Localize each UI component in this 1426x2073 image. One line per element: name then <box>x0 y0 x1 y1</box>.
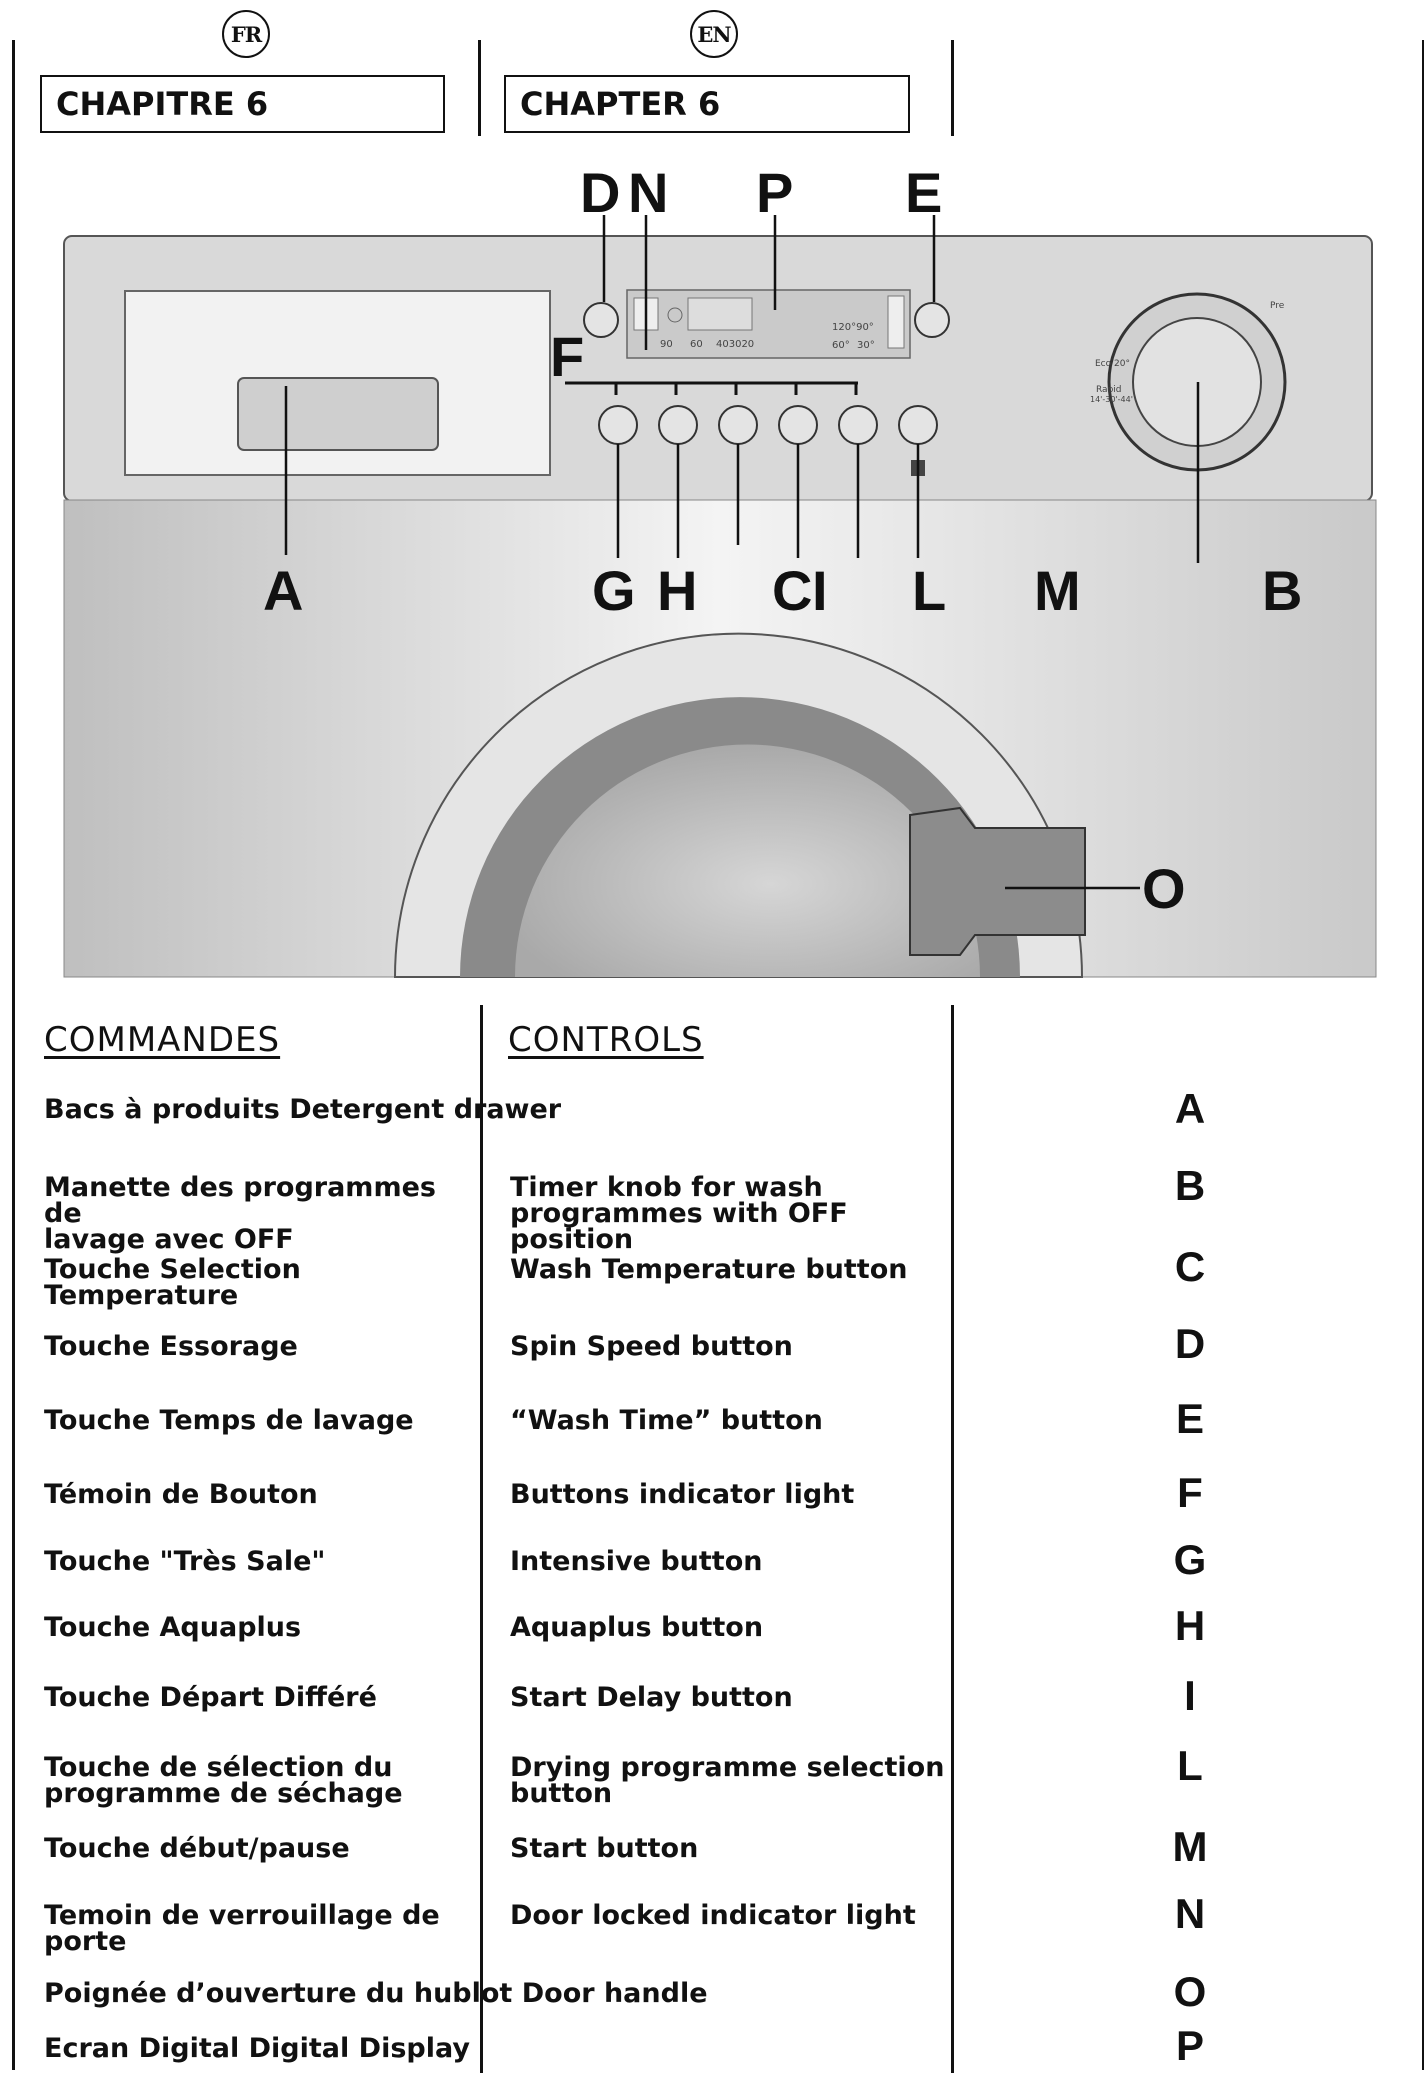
row-letter-E: E <box>1175 1395 1204 1442</box>
en-chapter-title: CHAPTER 6 <box>504 75 910 133</box>
row-letter-I: I <box>1184 1672 1196 1719</box>
en-language-badge: EN <box>690 10 738 58</box>
callout-P: P <box>756 161 794 224</box>
row-letter-M: M <box>1172 1823 1208 1870</box>
row-en-B: Timer knob for wash programmes with OFF position <box>510 1172 848 1255</box>
fr-language-badge: FR <box>222 10 270 58</box>
callout-B: B <box>1262 559 1303 622</box>
row-en-L: Drying programme selection button <box>510 1752 945 1809</box>
svg-text:Rapid: Rapid <box>1096 385 1122 395</box>
divider-bottom-en-right <box>951 1005 954 2073</box>
svg-text:90: 90 <box>660 339 673 350</box>
row-fr-O: Poignée d’ouverture du hublot Door handle <box>44 1978 708 2009</box>
washing-machine-diagram <box>60 150 1380 980</box>
row-letter-F: F <box>1177 1469 1203 1516</box>
callout-L: L <box>912 559 947 622</box>
row-fr-A: Bacs à produits Detergent drawer <box>44 1094 562 1125</box>
svg-text:14'-30'-44': 14'-30'-44' <box>1090 395 1133 404</box>
callout-G: G <box>592 559 636 622</box>
callout-C: C <box>772 559 813 622</box>
svg-text:Pre: Pre <box>1270 301 1285 311</box>
row-fr-M: Touche début/pause <box>44 1833 350 1864</box>
row-en-F: Buttons indicator light <box>510 1479 855 1510</box>
divider-top-en-right <box>951 40 954 136</box>
row-fr-C: Touche Selection Temperature <box>44 1254 301 1311</box>
en-controls-heading: CONTROLS <box>508 1020 704 1060</box>
row-en-D: Spin Speed button <box>510 1331 793 1362</box>
svg-text:403020: 403020 <box>716 339 755 350</box>
svg-text:60°: 60° <box>832 340 850 351</box>
fr-chapter-title: CHAPITRE 6 <box>40 75 445 133</box>
row-en-I: Start Delay button <box>510 1682 793 1713</box>
callout-O: O <box>1142 857 1186 920</box>
row-letter-N: N <box>1174 1890 1206 1937</box>
row-letter-G: G <box>1173 1536 1207 1583</box>
divider-top-fr-en <box>478 40 481 136</box>
divider-left-edge <box>12 40 15 2070</box>
svg-text:120°90°: 120°90° <box>832 322 874 333</box>
row-letter-A: A <box>1174 1085 1206 1132</box>
row-fr-L: Touche de sélection du programme de séchage <box>44 1752 403 1809</box>
row-en-E: “Wash Time” button <box>510 1405 823 1436</box>
row-fr-H: Touche Aquaplus <box>44 1612 302 1643</box>
row-en-N: Door locked indicator light <box>510 1900 916 1931</box>
svg-text:60: 60 <box>690 339 703 350</box>
callout-M: M <box>1034 559 1081 622</box>
divider-bottom-fr-en <box>480 1005 483 2073</box>
divider-right-edge <box>1422 40 1424 2070</box>
row-letter-O: O <box>1173 1968 1207 2015</box>
row-fr-D: Touche Essorage <box>44 1331 298 1362</box>
row-fr-I: Touche Départ Différé <box>44 1682 377 1713</box>
row-letter-B: B <box>1174 1162 1206 1209</box>
callout-D: D <box>580 161 621 224</box>
row-letter-L: L <box>1177 1742 1203 1789</box>
row-letter-C: C <box>1174 1243 1206 1290</box>
row-letter-D: D <box>1174 1320 1206 1367</box>
row-fr-F: Témoin de Bouton <box>44 1479 318 1510</box>
fr-controls-heading: COMMANDES <box>44 1020 281 1060</box>
callout-I: I <box>812 559 828 622</box>
row-en-C: Wash Temperature button <box>510 1254 908 1285</box>
row-letter-P: P <box>1175 2022 1204 2069</box>
svg-text:30°: 30° <box>857 340 875 351</box>
callout-N: N <box>628 161 669 224</box>
row-fr-N: Temoin de verrouillage de porte <box>44 1900 440 1957</box>
callout-F: F <box>550 325 585 388</box>
row-letter-H: H <box>1174 1602 1206 1649</box>
callout-E: E <box>905 161 943 224</box>
row-fr-G: Touche "Très Sale" <box>44 1546 326 1577</box>
callout-H: H <box>657 559 698 622</box>
callout-A: A <box>263 559 304 622</box>
row-en-H: Aquaplus button <box>510 1612 764 1643</box>
row-fr-P: Ecran Digital Digital Display <box>44 2033 470 2064</box>
row-en-M: Start button <box>510 1833 699 1864</box>
svg-text:Eco 20°: Eco 20° <box>1095 359 1130 369</box>
row-fr-E: Touche Temps de lavage <box>44 1405 414 1436</box>
row-en-G: Intensive button <box>510 1546 763 1577</box>
row-fr-B: Manette des programmes de lavage avec OFF <box>44 1172 436 1255</box>
